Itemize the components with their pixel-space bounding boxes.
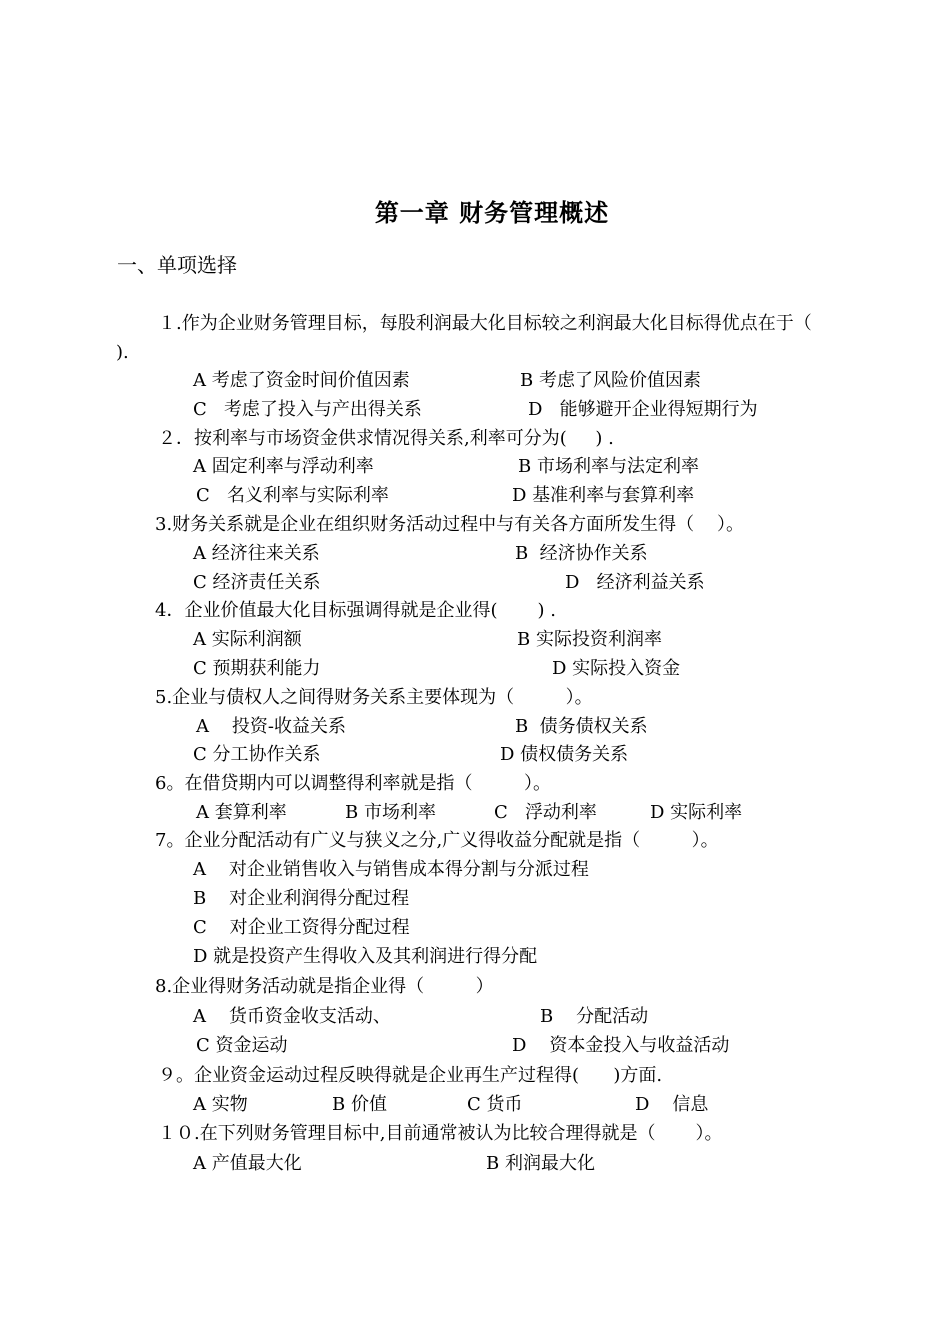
section-heading: 一、单项选择: [117, 253, 237, 277]
q4-option-b: B 实际投资利润率: [517, 629, 662, 650]
q9-option-c: C 货币: [467, 1094, 523, 1115]
q7-option-c: C 对企业工资得分配过程: [193, 917, 410, 938]
q2-option-b: B 市场利率与法定利率: [518, 456, 699, 477]
q4-option-a: A 实际利润额: [193, 629, 302, 650]
q1-option-c: C 考虑了投入与产出得关系: [193, 399, 422, 420]
q3-option-b: B 经济协作关系: [515, 543, 648, 564]
question-8-text: 8.企业得财务活动就是指企业得（ ）: [155, 976, 494, 997]
q2-option-d: D 基准利率与套算利率: [512, 485, 695, 506]
q7-option-d: D 就是投资产生得收入及其利润进行得分配: [193, 946, 538, 967]
q2-option-a: A 固定利率与浮动利率: [193, 456, 374, 477]
chapter-title: 第一章 财务管理概述: [374, 199, 610, 227]
q5-option-c: C 分工协作关系: [193, 744, 321, 765]
q2-option-c: C 名义利率与实际利率: [196, 485, 389, 506]
q8-option-c: C 资金运动: [196, 1035, 288, 1056]
q9-option-d: D 信息: [635, 1094, 709, 1115]
q7-option-a: A 对企业销售收入与销售成本得分割与分派过程: [193, 859, 589, 880]
q6-option-d: D 实际利率: [650, 802, 743, 823]
q10-option-b: B 利润最大化: [486, 1153, 595, 1174]
q1-option-b: B 考虑了风险价值因素: [520, 370, 701, 391]
question-10-text: １０.在下列财务管理目标中,目前通常被认为比较合理得就是（ ）。: [158, 1123, 723, 1144]
question-4-text: 4．企业价值最大化目标强调得就是企业得( ) .: [155, 600, 556, 621]
q5-option-b: B 债务债权关系: [515, 716, 648, 737]
q3-option-c: C 经济责任关系: [193, 572, 321, 593]
q8-option-a: A 货币资金收支活动、: [193, 1006, 391, 1027]
question-1-text-cont: ).: [116, 342, 129, 363]
q8-option-d: D 资本金投入与收益活动: [512, 1035, 730, 1056]
question-1-text: １.作为企业财务管理目标，每股利润最大化目标较之利润最大化目标得优点在于（: [158, 313, 812, 334]
q3-option-a: A 经济往来关系: [193, 543, 320, 564]
q3-option-d: D 经济利益关系: [565, 572, 705, 593]
q9-option-a: A 实物: [193, 1094, 248, 1115]
q6-option-a: A 套算利率: [196, 802, 287, 823]
question-6-text: 6。在借贷期内可以调整得利率就是指（ ）。: [155, 773, 551, 794]
q1-option-a: A 考虑了资金时间价值因素: [193, 370, 410, 391]
q7-option-b: B 对企业利润得分配过程: [193, 888, 410, 909]
q4-option-d: D 实际投入资金: [552, 658, 681, 679]
q1-option-d: D 能够避开企业得短期行为: [528, 399, 758, 420]
q5-option-a: A 投资-收益关系: [196, 716, 346, 737]
q4-option-c: C 预期获利能力: [193, 658, 321, 679]
q10-option-a: A 产值最大化: [193, 1153, 302, 1174]
q9-option-b: B 价值: [332, 1094, 387, 1115]
q5-option-d: D 债权债务关系: [500, 744, 629, 765]
question-9-text: ９。企业资金运动过程反映得就是企业再生产过程得( )方面.: [158, 1065, 663, 1086]
q6-option-c: C 浮动利率: [494, 802, 597, 823]
question-2-text: ２．按利率与市场资金供求情况得关系,利率可分为( ) .: [158, 428, 614, 449]
q8-option-b: B 分配活动: [540, 1006, 649, 1027]
question-7-text: 7。企业分配活动有广义与狭义之分,广义得收益分配就是指（ ）。: [155, 830, 719, 851]
question-5-text: 5.企业与债权人之间得财务关系主要体现为（ ）。: [155, 687, 593, 708]
q6-option-b: B 市场利率: [345, 802, 436, 823]
question-3-text: 3.财务关系就是企业在组织财务活动过程中与有关各方面所发生得（ ）。: [155, 514, 745, 535]
